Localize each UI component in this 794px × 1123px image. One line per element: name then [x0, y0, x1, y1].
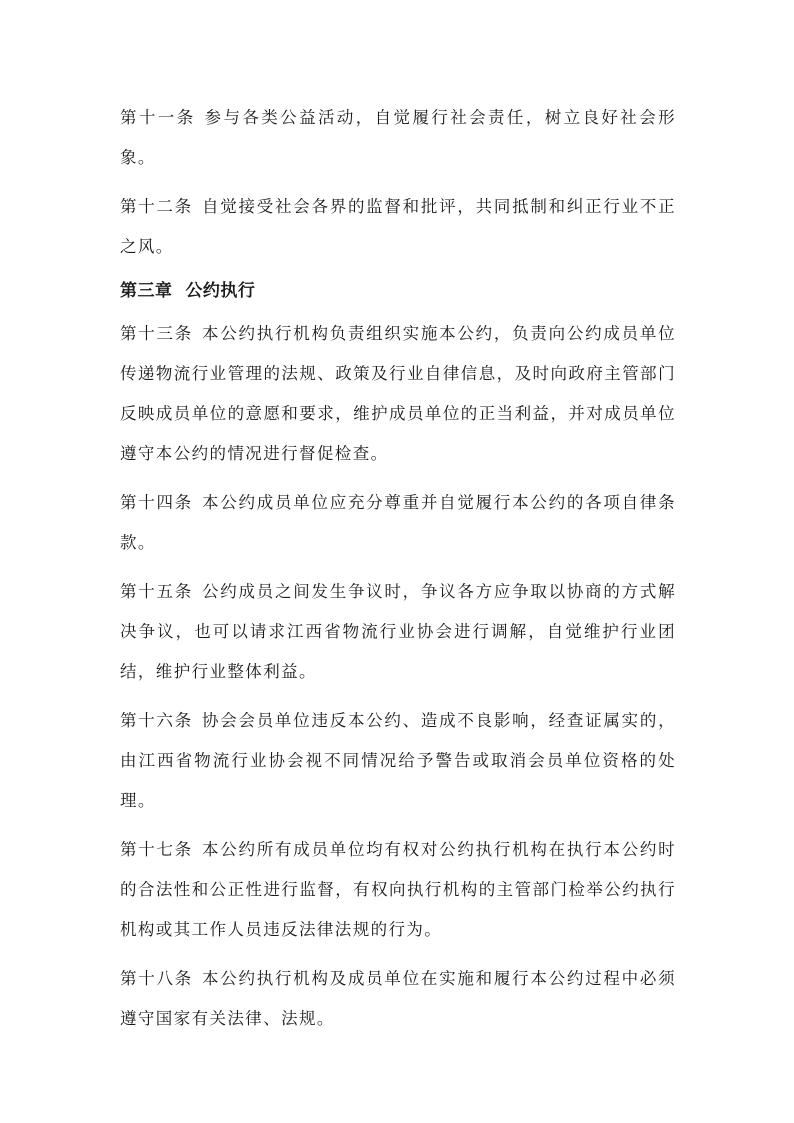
- article-18: [120, 959, 676, 1039]
- article-text: 自觉接受社会各界的监督和批评，共同抵制和纠正行业不正之风。: [120, 197, 676, 256]
- article-14: [120, 483, 676, 563]
- article-17: [120, 830, 676, 950]
- chapter-heading: 第三章 公约执行: [120, 281, 256, 301]
- article-number: 第十三条: [120, 324, 193, 343]
- article-text: 本公约所有成员单位均有权对公约执行机构在执行本公约时的合法性和公正性进行监督，有权向执行机构的主管部门检举公约执行机构或其工作人员违反法律法规的行为。: [120, 840, 676, 939]
- article-number: 第十七条: [120, 840, 193, 859]
- article-text: 本公约成员单位应充分尊重并自觉履行本公约的各项自律条款。: [120, 493, 676, 552]
- article-text: 本公约执行机构负责组织实施本公约，负责向公约成员单位传递物流行业管理的法规、政策及行业自律信息，及时向政府主管部门反映成员单位的意愿和要求，维护成员单位的正当利益，并对成员单位遵守本公约的情况进行督促检查。: [120, 324, 676, 463]
- article-text: 协会会员单位违反本公约、造成不良影响，经查证属实的，由江西省物流行业协会视不同情况给予警告或取消会员单位资格的处理。: [120, 711, 676, 810]
- article-text: 参与各类公益活动，自觉履行社会责任，树立良好社会形象。: [120, 108, 676, 167]
- article-number: 第十四条: [120, 493, 193, 512]
- article-11: [120, 98, 676, 178]
- document-page: [120, 98, 676, 1048]
- article-13: [120, 314, 676, 474]
- article-15: [120, 572, 676, 692]
- article-text: 公约成员之间发生争议时，争议各方应争取以协商的方式解决争议，也可以请求江西省物流行业协会进行调解，自觉维护行业团结，维护行业整体利益。: [120, 582, 676, 681]
- article-number: 第十一条: [120, 108, 196, 127]
- article-number: 第十二条: [120, 197, 193, 216]
- article-number: 第十八条: [120, 969, 193, 988]
- article-number: 第十六条: [120, 711, 193, 730]
- article-text: 本公约执行机构及成员单位在实施和履行本公约过程中必须遵守国家有关法律、法规。: [120, 969, 676, 1028]
- article-number: 第十五条: [120, 582, 193, 601]
- article-12: [120, 187, 676, 267]
- article-16: [120, 701, 676, 821]
